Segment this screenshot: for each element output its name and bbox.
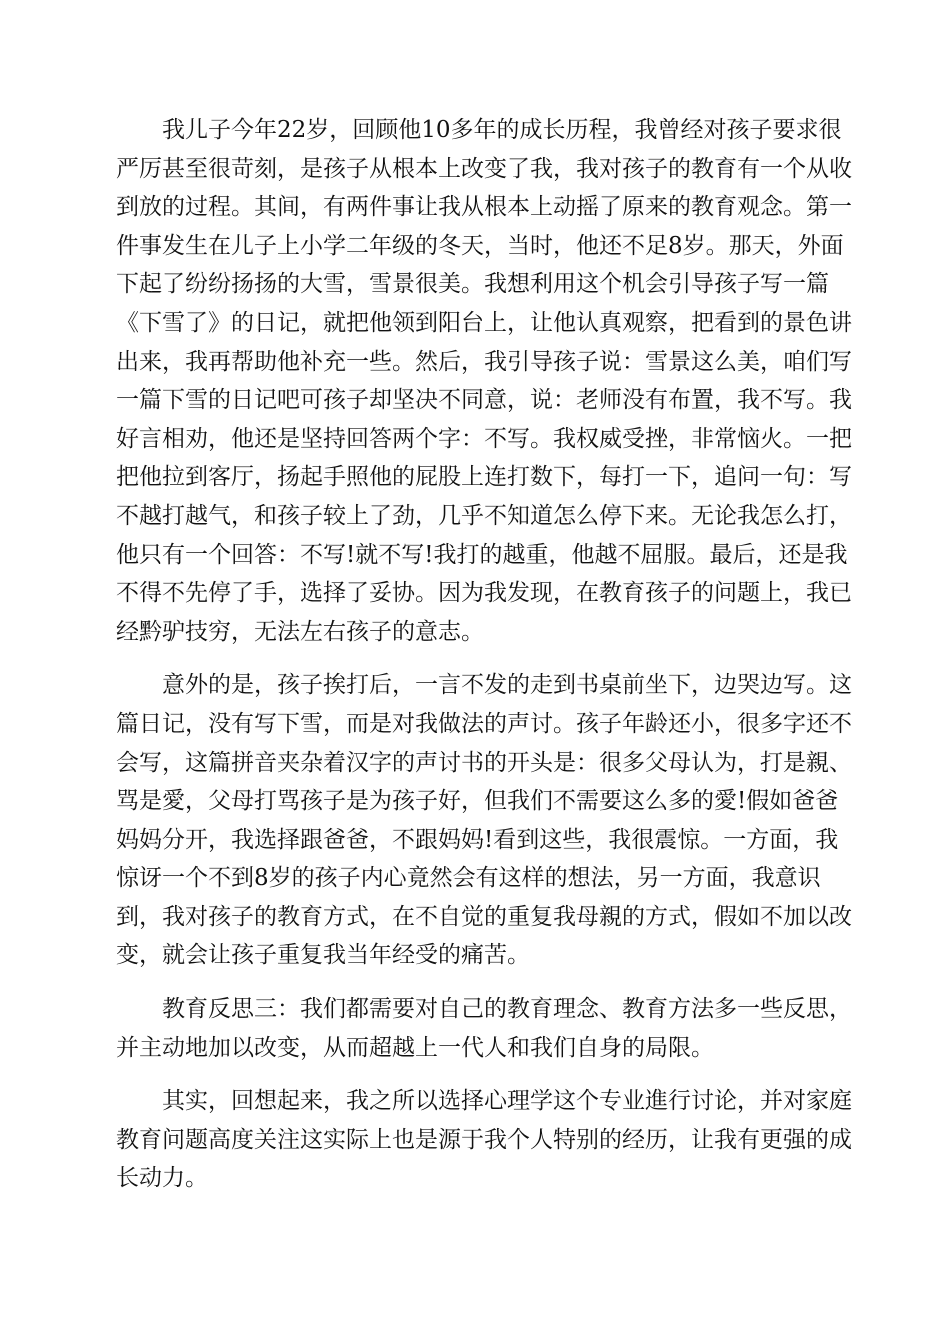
- text-line: 好言相劝，他还是坚持回答两个字：不写。我权威受挫，非常恼火。一把: [116, 425, 852, 452]
- paragraph-4: [116, 1082, 852, 1198]
- text-line: 骂是愛，父母打骂孩子是为孩子好，但我们不需要这么多的愛!假如爸爸: [116, 788, 839, 815]
- paragraph-3: [116, 990, 852, 1067]
- text-line: 《下雪了》的日记，就把他领到阳台上，让他认真观察，把看到的景色讲: [116, 309, 852, 336]
- text-line: 把他拉到客厅，扬起手照他的屁股上连打数下，每打一下，追问一句：写: [116, 464, 852, 491]
- text-line: 篇日记，没有写下雪，而是对我做法的声讨。孩子年龄还小，很多字还不: [116, 710, 852, 737]
- text-line: 他只有一个回答：不写!就不写!我打的越重，他越不屈服。最后，还是我: [116, 541, 848, 568]
- paragraph-2: [116, 666, 852, 975]
- text-line: 经黔驴技穷，无法左右孩子的意志。: [116, 618, 484, 645]
- text-line: 下起了纷纷扬扬的大雪，雪景很美。我想利用这个机会引导孩子写一篇: [116, 271, 829, 298]
- text-line: 其实，回想起来，我之所以选择心理学这个专业進行讨论，并对家庭: [116, 1088, 852, 1115]
- text-line: 并主动地加以改变，从而超越上一代人和我们自身的局限。: [116, 1034, 714, 1061]
- paragraph-1: [116, 111, 852, 651]
- text-line: 教育问题高度关注这实际上也是源于我个人特别的经历，让我有更强的成: [116, 1126, 852, 1153]
- text-line: 惊讶一个不到8岁的孩子内心竟然会有这样的想法，另一方面，我意识: [116, 865, 821, 892]
- text-line: 不越打越气，和孩子较上了劲，几乎不知道怎么停下来。无论我怎么打，: [116, 502, 852, 529]
- text-line: 件事发生在儿子上小学二年级的冬天，当时，他还不足8岁。那天，外面: [116, 232, 844, 259]
- text-line: 会写，这篇拼音夹杂着汉字的声讨书的开头是：很多父母认为，打是親、: [116, 749, 852, 776]
- text-line: 我儿子今年22岁，回顾他10多年的成长历程，我曾经对孩子要求很: [116, 117, 842, 143]
- text-line: 不得不先停了手，选择了妥协。因为我发现，在教育孩子的问题上，我已: [116, 580, 852, 607]
- text-line: 到放的过程。其间，有两件事让我从根本上动摇了原来的教育观念。第一: [116, 194, 852, 221]
- text-line: 到，我对孩子的教育方式，在不自觉的重复我母親的方式，假如不加以改: [116, 903, 852, 930]
- text-line: 长动力。: [116, 1165, 208, 1192]
- text-line: 出来，我再帮助他补充一些。然后，我引导孩子说：雪景这么美，咱们写: [116, 348, 852, 375]
- text-line: 教育反思三：我们都需要对自己的教育理念、教育方法多一些反思，: [116, 996, 852, 1023]
- text-line: 严厉甚至很苛刻，是孩子从根本上改变了我，我对孩子的教育有一个从收: [116, 155, 852, 182]
- text-line: 变，就会让孩子重复我当年经受的痛苦。: [116, 942, 530, 969]
- article-body: [116, 111, 852, 1198]
- text-line: 一篇下雪的日记吧可孩子却坚决不同意，说：老师没有布置，我不写。我: [116, 387, 852, 414]
- text-line: 意外的是，孩子挨打后，一言不发的走到书桌前坐下，边哭边写。这: [116, 672, 852, 699]
- text-line: 妈妈分开，我选择跟爸爸，不跟妈妈!看到这些，我很震惊。一方面，我: [116, 826, 839, 853]
